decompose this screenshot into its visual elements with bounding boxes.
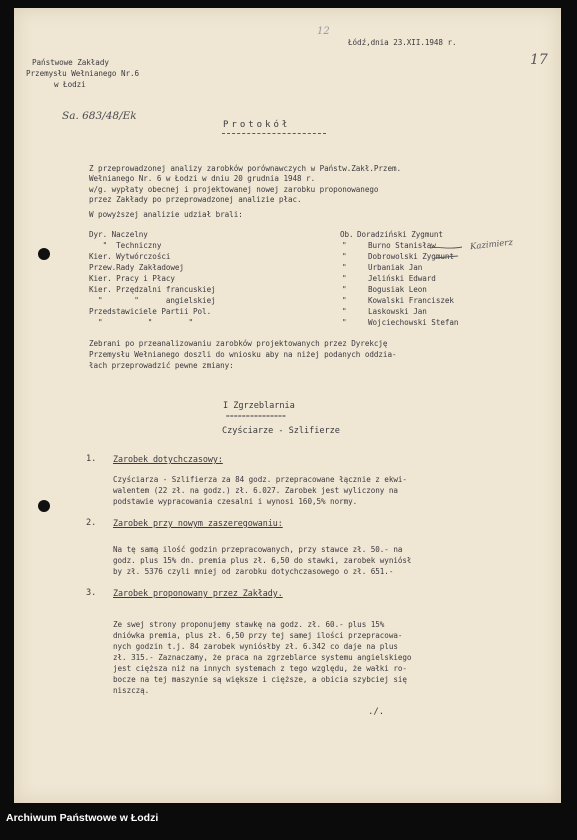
participant-role: Dyr. Naczelny	[89, 230, 148, 239]
participant-name: Burno Stanisław	[368, 241, 436, 250]
intro-line: Wełnianego Nr. 6 w Łodzi w dniu 20 grudnia 1948 r.	[89, 174, 316, 183]
item-line: godz. plus 15% dn. premia plus zł. 6,50 do stawki, zarobek wyniósł	[113, 556, 412, 565]
participant-role: Przew.Rady Zakładowej	[89, 263, 184, 272]
handwritten-folio-number: 17	[530, 52, 548, 68]
item-number: 1.	[86, 454, 97, 464]
handwritten-reference: Sa. 683/48/Ek	[62, 110, 137, 122]
item-line: walentem (22 zł. na godz.) zł. 6.027. Zarobek jest wyliczony na	[113, 486, 398, 495]
item-line: bocze na tej maszynie są większe i cięższe, a obicia szybciej się	[113, 675, 407, 684]
participant-name: Urbaniak Jan	[368, 263, 423, 272]
document-title: Protokół	[223, 120, 291, 130]
conclusion-line: łach przeprowadzić pewne zmiany:	[89, 361, 234, 370]
org-line-1: Państwowe Zakłady	[32, 58, 109, 67]
item-line: Ze swej strony proponujemy stawkę na godz. zł. 60.- plus 15%	[113, 620, 385, 629]
participant-name: Doradziński Zygmunt	[357, 230, 443, 239]
item-line: jest cięższa niż na innych systemach z tego względu, że wałki ro-	[113, 664, 407, 673]
participant-name: Jeliński Edward	[368, 274, 436, 283]
handwritten-correction: Kazimierz	[469, 237, 514, 253]
participant-prefix: "	[342, 274, 347, 283]
conclusion-line: Przemysłu Wełnianego doszli do wniosku aby na niżej podanych oddzia-	[89, 350, 397, 359]
item-line: zł. 315.- Zaznaczamy, że praca na zgrzeblarce systemu angielskiego	[113, 653, 412, 662]
participant-role: Kier. Przędzalni francuskiej	[89, 285, 216, 294]
item-line: nych godzin t.j. 84 zarobek wyniósłby zł. 6.342 co daje na plus	[113, 642, 398, 651]
item-number: 2.	[86, 518, 97, 528]
participant-role: " " "	[89, 318, 194, 327]
continuation-mark: ./.	[368, 707, 385, 717]
item-line: niszczą.	[113, 686, 150, 695]
participant-name: Kowalski Franciszek	[368, 296, 454, 305]
participant-prefix: "	[342, 307, 347, 316]
item-line: podstawie wypracowania czesalni i wynosi 160,5% normy.	[113, 497, 358, 506]
participant-role: Kier. Wytwórczości	[89, 252, 171, 261]
participant-role: Kier. Pracy i Płacy	[89, 274, 175, 283]
participant-role: Przedstawiciele Partii Pol.	[89, 307, 212, 316]
section-subtitle: Czyściarze - Szlifierze	[222, 426, 340, 436]
participant-prefix: "	[342, 318, 347, 327]
conclusion-line: Zebrani po przeanalizowaniu zarobków projektowanych przez Dyrekcję	[89, 339, 388, 348]
punch-hole	[38, 500, 50, 512]
intro-line: Z przeprowadzonej analizy zarobków porównawczych w Państw.Zakł.Przem.	[89, 164, 402, 173]
item-line: Na tę samą ilość godzin przepracowanych, przy stawce zł. 50.- na	[113, 545, 403, 554]
item-line: Czyściarza - Szlifierza za 84 godz. przepracowane łącznie z ekwi-	[113, 475, 407, 484]
org-line-2: Przemysłu Wełnianego Nr.6	[26, 69, 140, 78]
section-underline: ===============	[226, 413, 287, 420]
item-number: 3.	[86, 588, 97, 598]
section-title: I Zgrzeblarnia	[223, 401, 295, 411]
item-line: by zł. 5376 czyli mniej od zarobku dotychczasowego o zł. 651.-	[113, 567, 394, 576]
participant-role: " Techniczny	[89, 241, 162, 250]
participant-prefix: "	[342, 252, 347, 261]
intro-line: w/g. wypłaty obecnej i projektowanej nowej zarobku proponowanego	[89, 185, 379, 194]
participant-name: Wojciechowski Stefan	[368, 318, 459, 327]
participant-prefix: "	[342, 263, 347, 272]
participant-prefix: "	[342, 241, 347, 250]
participant-prefix: "	[342, 285, 347, 294]
archive-footer: Archiwum Państwowe w Łodzi	[6, 812, 159, 824]
participant-name: Laskowski Jan	[368, 307, 427, 316]
item-line: dniówka premia, plus zł. 6,50 przy tej samej ilości przepracowa-	[113, 631, 403, 640]
participant-prefix: "	[342, 296, 347, 305]
intro-line: przez Zakłady po przeprowadzonej analizie płac.	[89, 195, 302, 204]
date-line: Łódź,dnia 23.XII.1948 r.	[348, 38, 457, 47]
participants-heading: W powyższej analizie udział brali:	[89, 210, 243, 219]
participant-role: " " angielskiej	[89, 296, 216, 305]
participant-name: Bogusiak Leon	[368, 285, 427, 294]
title-underline	[222, 133, 326, 135]
handwritten-page-number: 12	[317, 26, 330, 37]
punch-hole	[38, 248, 50, 260]
item-heading: Zarobek przy nowym zaszeregowaniu:	[113, 518, 283, 528]
item-heading: Zarobek dotychczasowy:	[113, 454, 223, 464]
item-heading: Zarobek proponowany przez Zakłady.	[113, 588, 283, 598]
participant-prefix: Ob.	[340, 230, 354, 239]
org-line-3: w Łodzi	[54, 80, 86, 89]
participant-name: Dobrowolski Zygmunt	[368, 252, 454, 261]
